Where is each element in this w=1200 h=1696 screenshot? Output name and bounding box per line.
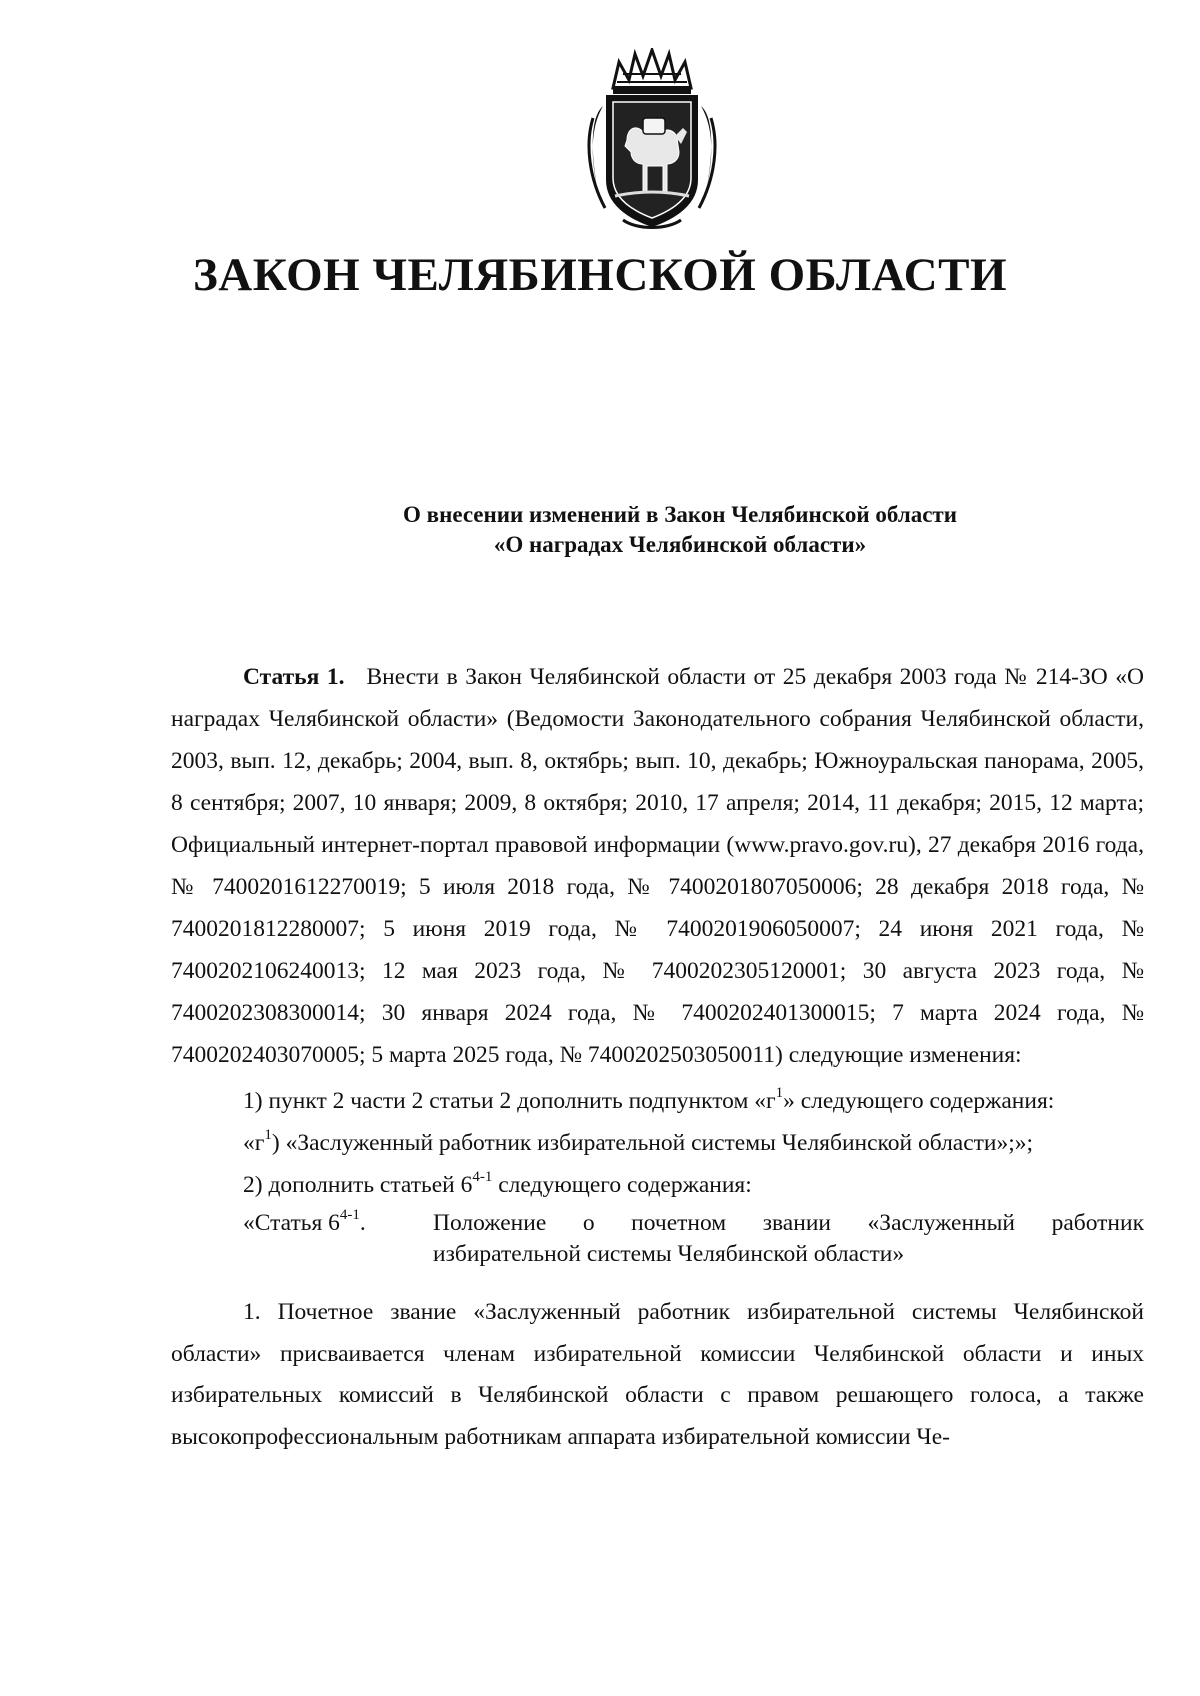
superscript: 4-1	[339, 1207, 360, 1224]
document-body	[171, 656, 1144, 1458]
article-label-text: «Статья 6	[243, 1210, 340, 1236]
superscript: 4-1	[472, 1169, 493, 1186]
amendment-item-2-text: 2) дополнить статьей 6	[243, 1172, 473, 1198]
quote-text-end: ) «Заслуженный работник избирательной системы Челябинской области»;»;	[271, 1130, 1034, 1156]
amendment-item-2	[171, 1164, 1144, 1206]
article-6-4-1-label	[171, 1208, 433, 1270]
article-6-4-1-title: Положение о почетном звании «Заслуженный работник избирательной системы Челябинской области»	[433, 1210, 1144, 1267]
article-1-paragraph	[171, 656, 1144, 1076]
amendment-item-1-quote	[171, 1122, 1144, 1164]
article-label-dot: .	[359, 1210, 366, 1236]
amendment-item-2-text-end: следующего содержания:	[492, 1172, 752, 1198]
chelyabinsk-coat-of-arms-icon	[583, 48, 721, 230]
article-6-4-1-heading	[171, 1208, 1144, 1270]
law-subject-line-1: О внесении изменений в Закон Челябинской области	[403, 502, 957, 527]
article-1-text: Внести в Закон Челябинской области от 25 декабря 2003 года № 214-ЗО «О наградах Челябинской области» (Ведомости Законодательного собрания Челябинской области, 2003, вып. 12, декабрь; 2004, вып. 8, октябрь; вып. 10, декабрь; Южноуральская панорама, 2005, 8 сентября; 2007, 10 января; 2009, 8 октября; 2010, 17 апреля; 2014, 11 декабря; 2015, 12 марта; Официальный интернет-портал правовой информации (www.pravo.gov.ru), 27 декабря 2016 года, № 7400201612270019; 5 июля 2018 года, № 7400201807050006; 28 декабря 2018 года, № 7400201812280007; 5 июня 2019 года, № 7400201906050007; 24 июня 2021 года, № 7400202106240013; 12 мая 2023 года, № 7400202305120001; 30 августа 2023 года, № 7400202308300014; 30 января 2024 года, № 7400202401300015; 7 марта 2024 года, № 7400202403070005; 5 марта 2025 года, № 7400202503050011) следующие изменения:	[171, 664, 1144, 1068]
law-subject-line-2: «О наградах Челябинской области»	[493, 532, 867, 557]
quote-text: «г	[243, 1130, 265, 1156]
amendment-item-1	[171, 1080, 1144, 1122]
law-subject	[300, 500, 1060, 560]
superscript: 1	[264, 1127, 272, 1144]
article-1-label: Статья 1.	[243, 664, 345, 690]
amendment-item-1-text: 1) пункт 2 части 2 статьи 2 дополнить подпунктом «г	[243, 1088, 776, 1114]
superscript: 1	[775, 1085, 784, 1102]
law-title: ЗАКОН ЧЕЛЯБИНСКОЙ ОБЛАСТИ	[192, 249, 1008, 301]
amendment-item-1-text-end: » следующего содержания:	[783, 1088, 1055, 1114]
clause-1-paragraph: 1. Почетное звание «Заслуженный работник избирательной системы Челябинской области» присваивается членам избирательной комиссии Челябинской области и иных избирательных комиссий в Челябинской области с правом решающего голоса, а также высокопрофессиональным работникам аппарата избирательной комиссии Че-	[171, 1299, 1144, 1450]
